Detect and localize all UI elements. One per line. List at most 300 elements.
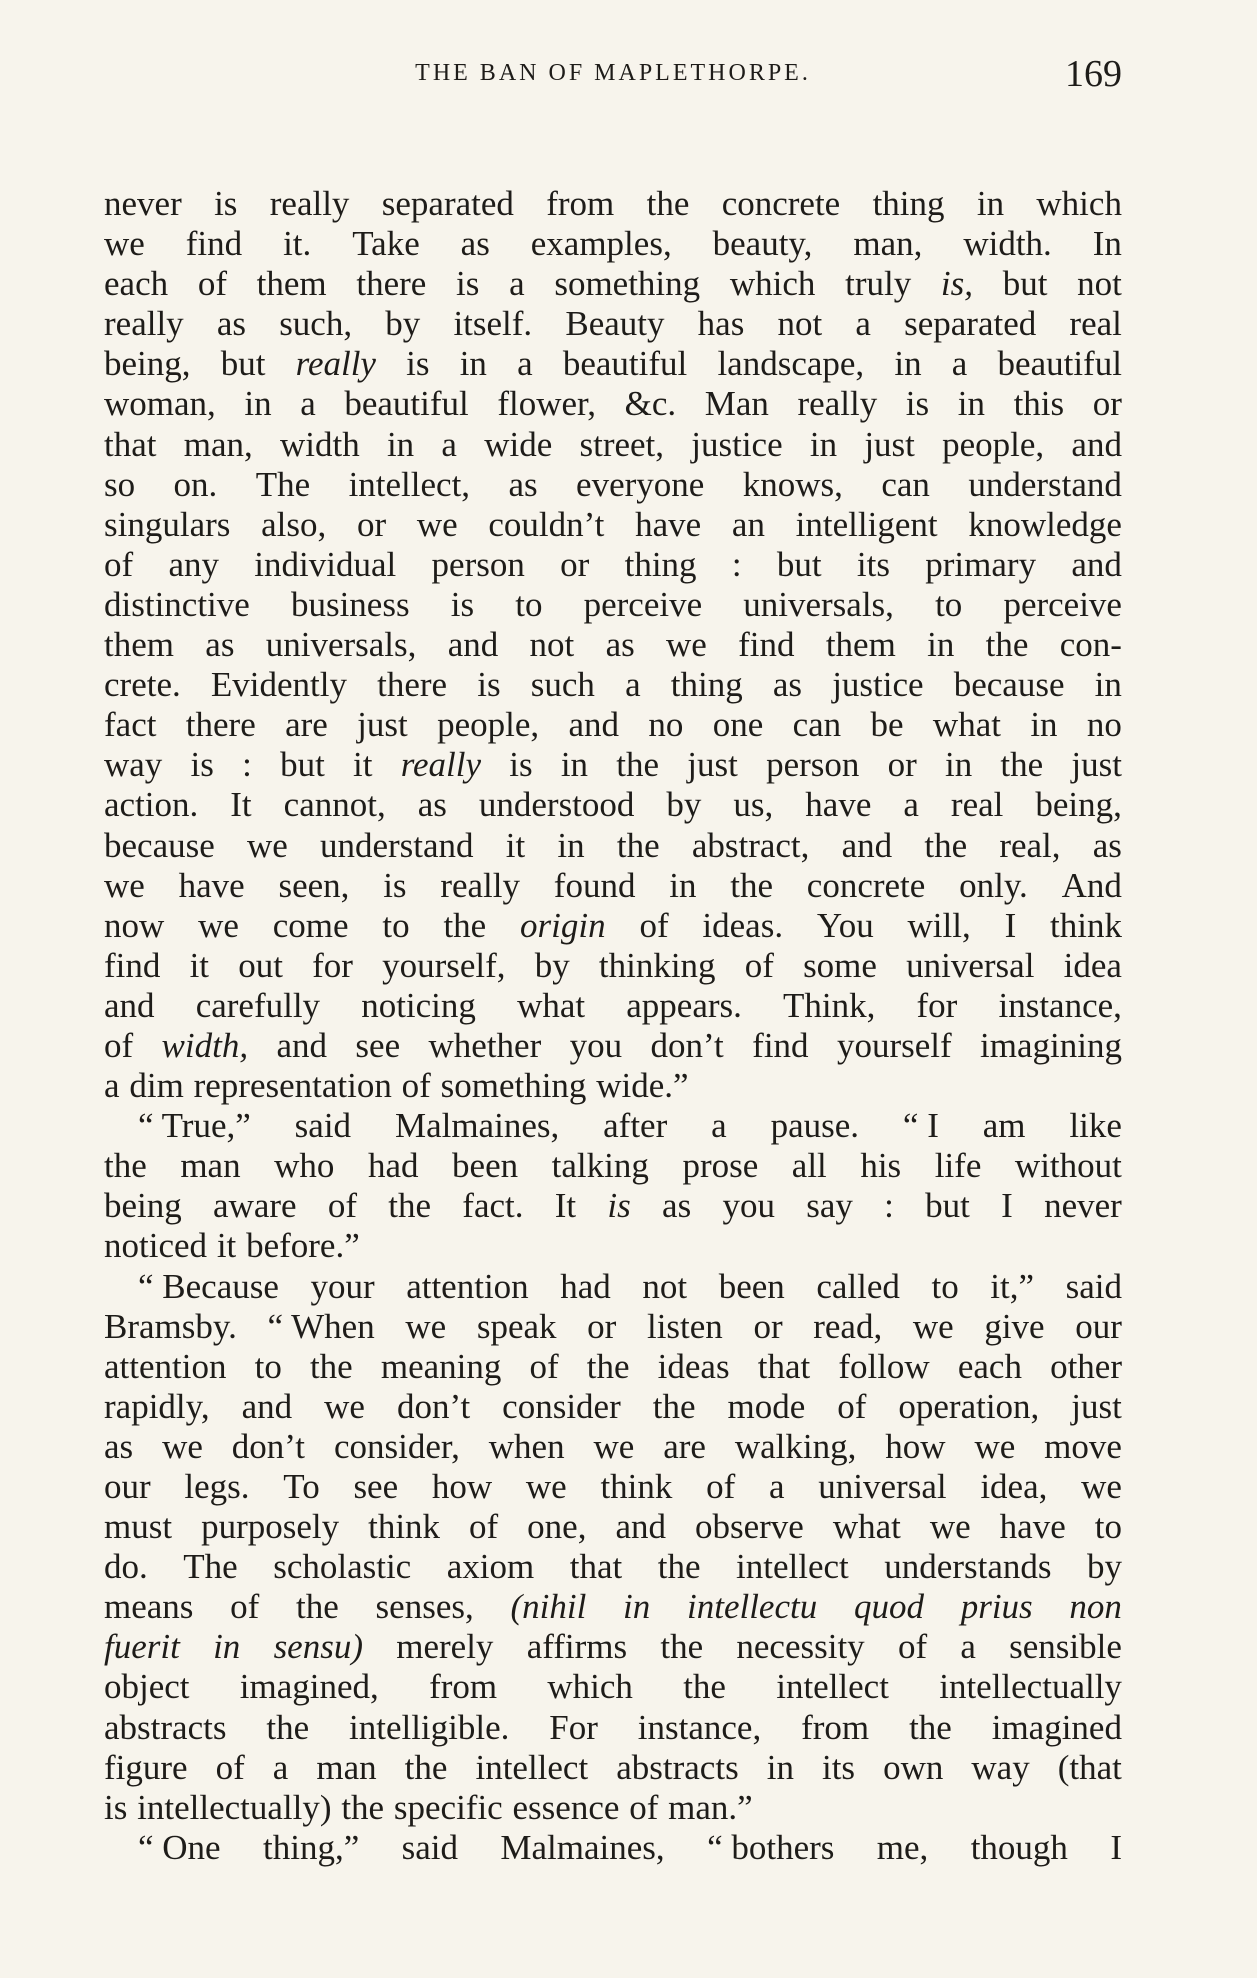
word: we bbox=[593, 1426, 635, 1466]
word: we bbox=[405, 1306, 447, 1346]
word: consider, bbox=[333, 1426, 460, 1466]
text-line bbox=[104, 906, 1122, 946]
text-line bbox=[104, 1708, 1122, 1748]
word: is bbox=[477, 665, 501, 705]
word: have bbox=[178, 865, 245, 905]
word: way bbox=[104, 745, 163, 785]
word: I bbox=[1110, 1827, 1122, 1867]
word: by bbox=[666, 785, 702, 825]
word: For bbox=[549, 1707, 598, 1747]
word: “ I bbox=[902, 1106, 939, 1146]
word: beauty, bbox=[712, 224, 813, 264]
word: in bbox=[1030, 705, 1058, 745]
word: “ When bbox=[267, 1306, 375, 1346]
word: object bbox=[104, 1667, 190, 1707]
word: sensible bbox=[1009, 1627, 1122, 1667]
word: of bbox=[639, 905, 669, 945]
word: Bramsby. bbox=[104, 1306, 237, 1346]
word: seen, bbox=[278, 865, 350, 905]
word: in bbox=[386, 424, 415, 464]
word: as bbox=[605, 625, 635, 665]
text-line bbox=[104, 1347, 1122, 1387]
word: one, bbox=[527, 1507, 587, 1547]
word: own bbox=[883, 1747, 944, 1787]
text-line bbox=[104, 1186, 1122, 1226]
word: is bbox=[905, 384, 930, 424]
word: is, bbox=[940, 264, 974, 304]
word: noticed bbox=[104, 1226, 208, 1266]
word: from bbox=[546, 184, 615, 223]
running-head bbox=[104, 50, 1122, 112]
word: which bbox=[729, 264, 816, 304]
word: any bbox=[168, 544, 219, 584]
word: intellectually bbox=[939, 1667, 1122, 1707]
word: intellect bbox=[776, 1667, 889, 1707]
word: (nihil bbox=[510, 1587, 587, 1627]
word: what bbox=[832, 1507, 901, 1547]
word: what bbox=[932, 705, 1001, 745]
word: your bbox=[310, 1266, 375, 1306]
word: (that bbox=[1057, 1747, 1122, 1787]
word: had bbox=[367, 1146, 419, 1186]
text-line bbox=[104, 1587, 1122, 1627]
word: though bbox=[970, 1827, 1068, 1867]
word: of bbox=[706, 1467, 736, 1506]
text-line bbox=[104, 224, 1122, 264]
word: the bbox=[296, 1587, 339, 1627]
word: and bbox=[841, 825, 893, 865]
text-line bbox=[104, 1788, 1122, 1828]
word: thing bbox=[872, 184, 945, 223]
word: it. bbox=[283, 224, 312, 264]
word: also, bbox=[261, 504, 327, 544]
word: find bbox=[104, 945, 161, 985]
word: our bbox=[1075, 1306, 1122, 1346]
word: prius bbox=[960, 1587, 1033, 1627]
word: just bbox=[1071, 745, 1122, 785]
word: truly bbox=[845, 264, 912, 304]
word: a bbox=[625, 665, 641, 705]
word: we bbox=[1081, 1467, 1122, 1506]
text-line bbox=[104, 946, 1122, 986]
word: out bbox=[238, 945, 283, 985]
word: we bbox=[198, 905, 239, 945]
word: in bbox=[213, 1627, 241, 1667]
word: all bbox=[791, 1146, 827, 1186]
word: really bbox=[269, 184, 350, 223]
text-line bbox=[104, 1267, 1122, 1307]
word: instance, bbox=[637, 1707, 762, 1747]
word: had bbox=[560, 1266, 611, 1306]
word: been bbox=[718, 1266, 785, 1306]
word: in bbox=[557, 825, 585, 865]
word: there bbox=[377, 665, 448, 705]
word: in bbox=[623, 1587, 651, 1627]
word: it bbox=[189, 945, 210, 985]
word: walking, bbox=[734, 1426, 857, 1466]
word: and bbox=[615, 1507, 666, 1547]
text-line bbox=[104, 1547, 1122, 1587]
word: knows, bbox=[742, 464, 843, 504]
word: real, bbox=[999, 825, 1061, 865]
word: we bbox=[162, 1426, 203, 1466]
word: we bbox=[246, 825, 288, 865]
word: operation, bbox=[898, 1386, 1040, 1426]
word: senses, bbox=[375, 1587, 474, 1627]
word: Malmaines, bbox=[394, 1106, 560, 1146]
word: have bbox=[999, 1507, 1066, 1547]
word: and bbox=[1071, 544, 1122, 584]
word: origin bbox=[520, 905, 606, 945]
word: yourself, bbox=[382, 945, 506, 985]
word: of bbox=[529, 1346, 559, 1386]
word: beautiful bbox=[997, 344, 1122, 384]
word: appears. bbox=[626, 985, 742, 1025]
word: a bbox=[855, 304, 871, 344]
word: the bbox=[586, 1346, 630, 1386]
word: we bbox=[525, 1467, 567, 1506]
word: a bbox=[903, 785, 919, 825]
word: life bbox=[934, 1146, 982, 1186]
word: imagined, bbox=[239, 1667, 379, 1707]
word: intellectu bbox=[687, 1587, 818, 1627]
word: the bbox=[309, 1346, 353, 1386]
word: or bbox=[587, 1306, 617, 1346]
word: we bbox=[104, 865, 145, 905]
word: not bbox=[529, 625, 575, 665]
word: can bbox=[881, 464, 930, 504]
word: aware bbox=[213, 1186, 297, 1226]
word: intellect bbox=[475, 1747, 589, 1787]
text-line bbox=[104, 344, 1122, 384]
word: cannot, bbox=[283, 785, 386, 825]
word: is bbox=[104, 1787, 128, 1827]
text-line bbox=[104, 505, 1122, 545]
word: the bbox=[924, 825, 968, 865]
word: not bbox=[1077, 264, 1122, 304]
word: The bbox=[183, 1547, 238, 1587]
word: people, bbox=[437, 705, 540, 745]
word: its bbox=[821, 1747, 856, 1787]
word: in bbox=[894, 344, 922, 384]
word: to bbox=[1094, 1507, 1122, 1547]
word: The bbox=[255, 464, 311, 504]
word: never bbox=[1044, 1186, 1122, 1226]
word: just bbox=[1071, 1386, 1122, 1426]
word: really bbox=[295, 344, 376, 384]
word: abstracts bbox=[104, 1707, 227, 1747]
word: it bbox=[353, 745, 373, 785]
word: think bbox=[368, 1507, 441, 1547]
word: and bbox=[104, 985, 155, 1025]
word: is bbox=[450, 584, 475, 624]
word: is bbox=[190, 745, 214, 785]
word: of bbox=[327, 1186, 357, 1226]
word: the bbox=[909, 1707, 952, 1747]
word: don’t bbox=[650, 1025, 724, 1065]
word: a bbox=[960, 1627, 976, 1667]
word: : bbox=[731, 544, 742, 584]
word: of bbox=[897, 1627, 928, 1667]
word: say bbox=[806, 1186, 853, 1226]
word: width bbox=[279, 424, 360, 464]
text-line bbox=[104, 425, 1122, 465]
word: that bbox=[104, 424, 157, 464]
word: of bbox=[837, 1386, 867, 1426]
word: find bbox=[738, 625, 795, 665]
word: “ True,” bbox=[138, 1106, 251, 1146]
word: really bbox=[104, 304, 184, 344]
word: and bbox=[1071, 424, 1122, 464]
word: by bbox=[534, 945, 570, 985]
word: people, bbox=[942, 424, 1045, 464]
word: person bbox=[766, 745, 860, 785]
word: instance, bbox=[998, 985, 1122, 1025]
word: it,” bbox=[990, 1266, 1035, 1306]
word: everyone bbox=[576, 464, 705, 504]
word: thing,” bbox=[263, 1827, 360, 1867]
word: man bbox=[180, 1146, 241, 1186]
word: a bbox=[769, 1467, 785, 1506]
word: the bbox=[683, 1667, 726, 1707]
word: real bbox=[950, 785, 1004, 825]
word: or bbox=[356, 504, 387, 544]
word: in bbox=[944, 745, 973, 785]
word: : bbox=[884, 1186, 894, 1226]
word: but bbox=[280, 745, 325, 785]
word: the bbox=[443, 905, 487, 945]
word: for bbox=[312, 945, 353, 985]
word: way bbox=[971, 1747, 1030, 1787]
word: of bbox=[197, 264, 227, 304]
word: is bbox=[607, 1186, 631, 1226]
word: &c. bbox=[624, 384, 677, 424]
word: because bbox=[953, 665, 1065, 705]
word: said bbox=[401, 1827, 459, 1867]
word: in bbox=[809, 424, 838, 464]
word: imagining bbox=[980, 1025, 1122, 1065]
word: have bbox=[805, 785, 872, 825]
word: we bbox=[974, 1426, 1016, 1466]
word: con- bbox=[1059, 625, 1122, 665]
word: and bbox=[447, 625, 499, 665]
text-line bbox=[104, 1106, 1122, 1146]
word: Beauty bbox=[565, 304, 665, 344]
word: In bbox=[1092, 224, 1122, 264]
word: perceive bbox=[583, 584, 703, 624]
word: to bbox=[935, 584, 963, 624]
word: as bbox=[417, 785, 447, 825]
word: crete. bbox=[104, 665, 181, 705]
word: before.” bbox=[246, 1226, 360, 1266]
text-line bbox=[104, 1667, 1122, 1707]
word: understand bbox=[319, 825, 474, 865]
text-line bbox=[104, 1226, 1122, 1266]
word: scholastic bbox=[273, 1547, 412, 1587]
word: merely bbox=[396, 1627, 494, 1667]
word: observe bbox=[694, 1507, 804, 1547]
text-line bbox=[104, 745, 1122, 785]
word: but bbox=[1002, 264, 1048, 304]
word: To bbox=[283, 1467, 320, 1506]
word: without bbox=[1014, 1146, 1122, 1186]
word: rapidly, bbox=[104, 1386, 210, 1426]
word: You bbox=[816, 905, 874, 945]
word: woman, bbox=[104, 384, 216, 424]
word: the bbox=[104, 1146, 147, 1186]
word: idea, bbox=[980, 1467, 1048, 1506]
word: man.” bbox=[668, 1787, 753, 1827]
word: noticing bbox=[361, 985, 476, 1025]
word: the bbox=[730, 865, 774, 905]
word: non bbox=[1069, 1587, 1122, 1627]
word: move bbox=[1044, 1426, 1122, 1466]
text-line bbox=[104, 184, 1122, 224]
word: the bbox=[652, 1386, 696, 1426]
word: yourself bbox=[836, 1025, 952, 1065]
word: who bbox=[274, 1146, 335, 1186]
word: read, bbox=[813, 1306, 883, 1346]
word: be bbox=[870, 705, 904, 745]
word: of bbox=[215, 1747, 245, 1787]
word: called bbox=[816, 1266, 900, 1306]
word: them bbox=[104, 625, 174, 665]
word: other bbox=[1050, 1346, 1122, 1386]
word: I bbox=[1001, 1186, 1013, 1226]
word: some bbox=[803, 945, 877, 985]
word: it bbox=[505, 825, 526, 865]
word: a bbox=[300, 384, 316, 424]
word: a bbox=[441, 424, 457, 464]
word: never bbox=[104, 184, 182, 223]
word: quod bbox=[853, 1587, 924, 1627]
text-line bbox=[104, 826, 1122, 866]
word: itself. bbox=[453, 304, 533, 344]
word: see bbox=[355, 1025, 401, 1065]
word: concrete bbox=[806, 865, 926, 905]
word: ideas bbox=[657, 1346, 730, 1386]
word: just bbox=[357, 705, 408, 745]
word: our bbox=[104, 1467, 151, 1506]
text-line bbox=[104, 986, 1122, 1026]
word: man, bbox=[183, 424, 253, 464]
word: flower, bbox=[497, 384, 597, 424]
word: being, bbox=[104, 344, 191, 384]
word: by bbox=[1087, 1547, 1122, 1587]
word: don’t bbox=[396, 1386, 471, 1426]
word: by bbox=[385, 304, 421, 344]
word: how bbox=[431, 1467, 493, 1506]
word: from bbox=[801, 1707, 870, 1747]
word: in bbox=[957, 384, 985, 424]
word: understood bbox=[478, 785, 635, 825]
word: universals, bbox=[265, 625, 417, 665]
text-line bbox=[104, 1387, 1122, 1427]
word: Take bbox=[352, 224, 420, 264]
word: of bbox=[104, 1025, 134, 1065]
word: mode bbox=[727, 1386, 806, 1426]
word: the bbox=[660, 1627, 704, 1667]
word: in bbox=[669, 865, 697, 905]
word: of bbox=[469, 1507, 499, 1547]
word: as bbox=[772, 665, 803, 705]
word: something bbox=[440, 1066, 587, 1106]
text-line bbox=[104, 264, 1122, 304]
text-line bbox=[104, 625, 1122, 665]
text-line bbox=[104, 1507, 1122, 1547]
word: will, bbox=[907, 905, 971, 945]
word: beautiful bbox=[562, 344, 688, 384]
word: : bbox=[242, 745, 252, 785]
word: must bbox=[104, 1507, 173, 1547]
text-line bbox=[104, 705, 1122, 745]
text-line bbox=[104, 1307, 1122, 1347]
word: affirms bbox=[526, 1627, 628, 1667]
word: understands bbox=[884, 1547, 1052, 1587]
word: talking bbox=[551, 1146, 649, 1186]
word: perceive bbox=[1003, 584, 1122, 624]
word: in bbox=[244, 384, 272, 424]
word: have bbox=[635, 504, 702, 544]
word: are bbox=[285, 705, 328, 745]
word: we bbox=[929, 1507, 971, 1547]
word: not bbox=[642, 1266, 688, 1306]
word: from bbox=[429, 1667, 498, 1707]
word: the bbox=[616, 745, 660, 785]
word: it bbox=[216, 1226, 237, 1266]
word: intellect, bbox=[348, 464, 471, 504]
text-line bbox=[104, 545, 1122, 585]
word: couldn’t bbox=[488, 504, 605, 544]
word: abstract, bbox=[691, 825, 810, 865]
word: which bbox=[1036, 184, 1122, 223]
word: found bbox=[553, 865, 636, 905]
word: the bbox=[266, 1707, 310, 1747]
word: And bbox=[1061, 865, 1122, 905]
book-page bbox=[104, 50, 1122, 1868]
word: fuerit bbox=[104, 1627, 180, 1667]
body-text bbox=[104, 184, 1122, 1868]
word: for bbox=[916, 985, 958, 1025]
text-line bbox=[104, 304, 1122, 344]
word: one bbox=[712, 705, 764, 745]
word: essence bbox=[512, 1787, 620, 1827]
running-title: THE BAN OF MAPLETHORPE. bbox=[415, 60, 811, 86]
word: It bbox=[230, 785, 252, 825]
word: the bbox=[657, 1547, 701, 1587]
word: street, bbox=[579, 424, 665, 464]
word: is bbox=[383, 865, 407, 905]
word: do. bbox=[104, 1547, 148, 1587]
word: but bbox=[220, 344, 266, 384]
word: sensu) bbox=[273, 1627, 363, 1667]
text-line bbox=[104, 1427, 1122, 1467]
word: speak bbox=[476, 1306, 557, 1346]
word: concrete bbox=[721, 184, 841, 223]
word: being, bbox=[1035, 785, 1122, 825]
text-line bbox=[104, 1467, 1122, 1507]
word: in bbox=[560, 745, 589, 785]
word: as bbox=[460, 224, 490, 264]
word: but bbox=[776, 544, 822, 584]
word: just bbox=[864, 424, 915, 464]
word: in bbox=[1094, 665, 1122, 705]
word: just bbox=[687, 745, 738, 785]
word: Man bbox=[704, 384, 769, 424]
word: beautiful bbox=[344, 384, 469, 424]
word: “ Because bbox=[138, 1266, 279, 1306]
word: such, bbox=[279, 304, 353, 344]
